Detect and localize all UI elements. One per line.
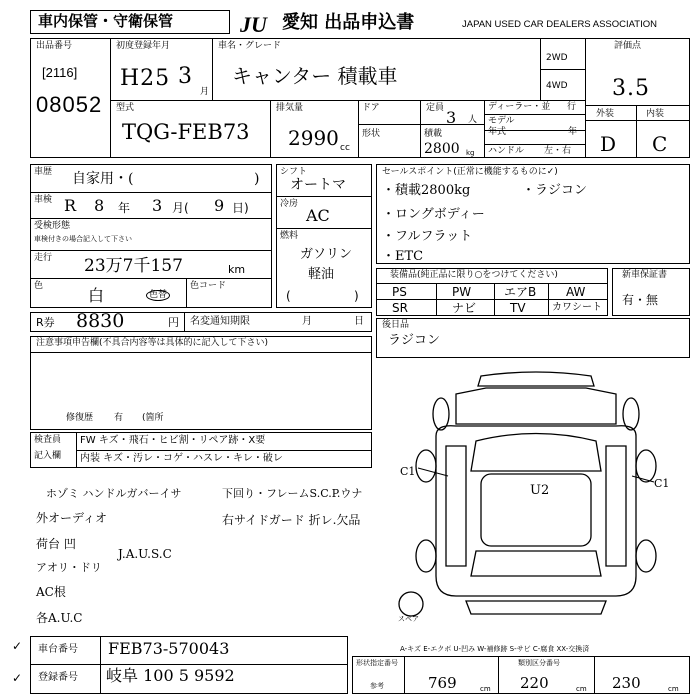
receipt-note: 車検付きの場合記入して下さい: [34, 235, 132, 243]
model-label: 型式: [116, 103, 135, 113]
checker-row-1: FW キズ・飛石・ヒビ割・リペア跡・X要: [80, 435, 266, 446]
reg-value: 岐阜 100 5 9592: [106, 666, 235, 685]
color-label: 色: [34, 281, 44, 291]
note-4: 荷台 凹: [36, 537, 76, 551]
note-5: J.A.U.S.C: [118, 547, 172, 561]
checker-label-2: 記入欄: [34, 451, 62, 461]
note-1: 下回り・フレームS.C.P.ウナ: [222, 487, 363, 500]
windshield: [471, 434, 601, 472]
width-value: 220: [520, 674, 549, 692]
ac-value: AC: [306, 206, 330, 225]
equip-navi: ナビ: [452, 301, 477, 315]
recycle-unit: 円: [168, 316, 179, 329]
note-0: ホゾミ ハンドルガバーイサ: [46, 487, 182, 500]
dealer-value: 行: [567, 102, 577, 112]
lot-number: 08052: [36, 92, 103, 117]
color-code-label: 色コード: [190, 281, 227, 291]
length-value: 769: [428, 674, 457, 692]
shift-label: シフト: [280, 167, 308, 177]
mileage-value: 23万7千157: [84, 256, 183, 276]
name-label: 車名・グレード: [218, 41, 282, 51]
tax-day: 日: [354, 316, 364, 327]
model-year-label: モデル: [488, 116, 515, 126]
sales-point-4: ・ETC: [382, 249, 424, 264]
diagram-c1-right: C1: [654, 477, 670, 490]
receipt-label: 受検形態: [34, 221, 71, 231]
inspection-month-unit: 月(: [172, 201, 189, 215]
length-unit: cm: [480, 685, 491, 693]
check-mark-2: ✓: [12, 671, 23, 685]
left-front-wheel: [416, 450, 436, 482]
drive-2wd: 2WD: [546, 53, 568, 63]
equip-sr: SR: [392, 301, 408, 315]
lot-small: [2116]: [42, 65, 78, 80]
equip-pw: PW: [452, 285, 472, 299]
load-value: 2800: [424, 141, 460, 157]
history-close: ): [254, 171, 260, 187]
shape-label: 形状: [362, 129, 381, 139]
left-rear-wheel: [416, 540, 436, 572]
fuel-value: ガソリン: [300, 247, 353, 262]
width-unit: cm: [576, 685, 587, 693]
association-title: 愛知 出品申込書: [282, 12, 415, 33]
note-8: 各A.U.C: [36, 611, 83, 625]
chassis-label: 車台番号: [38, 644, 78, 655]
fuel-close: ): [354, 289, 359, 303]
rear-bumper: [466, 601, 606, 614]
association-en: JAPAN USED CAR DEALERS ASSOCIATION: [462, 19, 657, 30]
load-unit: kg: [466, 149, 475, 157]
first-reg-month-unit: 月: [200, 87, 210, 97]
sales-point-3: ・フルフラット: [382, 229, 473, 244]
right-front-wheel: [636, 450, 656, 482]
ac-label: 冷房: [280, 199, 299, 209]
note-3: 右サイドガード 折レ.欠品: [222, 513, 361, 527]
recycle-label: R券: [36, 316, 55, 329]
first-reg-month: 3: [178, 64, 193, 89]
new-car-label: 新車保証書: [622, 270, 668, 280]
drive-4wd: 4WD: [546, 81, 568, 91]
tax-month: 月: [302, 316, 312, 327]
equipment-label: 装備品(純正品に限り○をつけてください): [390, 270, 558, 280]
car-diagram: [396, 366, 696, 636]
checker-label-1: 検査員: [34, 435, 62, 445]
first-reg-year: H25: [120, 66, 171, 91]
height-value: 230: [612, 674, 641, 692]
check-mark-1: ✓: [12, 639, 23, 653]
name-value: キャンター 積載車: [232, 64, 398, 88]
tax-label: 名変通知期限: [190, 316, 250, 327]
cc-unit: cc: [340, 143, 350, 153]
note-7: AC根: [36, 585, 66, 599]
inspection-year: 8: [94, 196, 105, 215]
right-mirror: [623, 398, 639, 430]
score-label: 評価点: [614, 41, 642, 51]
note-2: 外オーディオ: [36, 511, 108, 525]
right-rear-wheel: [636, 540, 656, 572]
storage-label: 車内保管・守衛保管: [38, 12, 174, 30]
diagram-legend: A-キズ E-エクボ U-凹み W-補修跡 S-サビ C-腐食 XX-交換済: [400, 645, 590, 653]
sales-point-1: ・ラジコン: [522, 183, 588, 198]
later-value: ラジコン: [388, 333, 441, 348]
size-note-1: 形状指定番号: [356, 659, 398, 667]
mileage-label: 走行: [34, 253, 53, 263]
cc-label: 排気量: [276, 103, 304, 113]
size-note-3: 参考: [370, 682, 384, 690]
left-mirror: [433, 398, 449, 430]
first-reg-label: 初度登録年月: [116, 41, 171, 51]
ext-value: D: [600, 132, 617, 156]
repair-value: 有: [114, 413, 124, 423]
equip-leather: カワシート: [552, 302, 602, 313]
color-change: 色替: [146, 290, 170, 301]
seats-label: 定員: [426, 103, 445, 113]
front-bumper-outline: [478, 372, 594, 386]
reg-label: 登録番号: [38, 672, 78, 683]
fuel-label: 燃料: [280, 231, 299, 241]
later-label: 後日品: [382, 320, 410, 330]
repair-place: (箇所: [142, 413, 164, 423]
ext-label: 外装: [596, 109, 615, 119]
repair-label: 修復歴: [66, 413, 94, 423]
inspection-month: 3: [152, 196, 163, 215]
int-value: C: [652, 132, 668, 156]
year-unit: 年: [568, 127, 578, 137]
left-door: [446, 446, 466, 566]
door-label: ドア: [362, 103, 380, 113]
cc-value: 2990: [288, 126, 339, 150]
shift-value: オートマ: [290, 177, 346, 193]
model-value: TQG-FEB73: [122, 120, 250, 144]
spare-label: スペア: [398, 615, 419, 623]
equip-airbag: エアB: [504, 285, 537, 299]
load-label: 積載: [424, 129, 443, 139]
mileage-unit: km: [228, 263, 246, 276]
height-unit: cm: [668, 685, 679, 693]
handle-label: ハンドル: [488, 146, 525, 156]
equip-tv: TV: [510, 301, 526, 315]
int-label: 内装: [646, 109, 665, 119]
recycle-value: 8830: [76, 310, 125, 332]
inspection-day-unit: 日): [232, 201, 249, 215]
note-6: アオリ・ドリ: [36, 561, 102, 574]
fuel-open: (: [286, 289, 291, 303]
diagram-u2: U2: [530, 483, 550, 498]
seats-unit: 人: [468, 115, 478, 125]
inspection-day: 9: [214, 196, 225, 215]
score-value: 3.5: [612, 76, 650, 101]
history-label: 車歴: [34, 167, 53, 177]
sales-label: セールスポイント(正常に機能するものに✓): [382, 167, 558, 177]
size-note-2: 類別区分番号: [518, 659, 560, 667]
spare-tire: [399, 592, 423, 616]
dealer-label: ディーラー・並: [488, 102, 551, 112]
chassis-value: FEB73-570043: [108, 639, 230, 658]
hood-outline: [456, 388, 616, 424]
checker-row-2: 内装 キズ・汚レ・コゲ・ハスレ・キレ・破レ: [80, 453, 283, 464]
diagram-c1-left: C1: [400, 465, 416, 478]
inspection-label: 車検: [34, 195, 53, 205]
history-value: 自家用・(: [72, 171, 134, 187]
ju-logo: JU: [240, 12, 267, 37]
equip-ps: PS: [392, 285, 407, 299]
new-car-options: 有・無: [622, 293, 659, 307]
sales-point-2: ・ロングボディー: [382, 207, 485, 222]
lot-label: 出品番号: [36, 41, 73, 51]
inspection-year-unit: 年: [118, 201, 131, 215]
rear-window: [471, 551, 601, 576]
notes-label: 注意事項申告欄(不具合内容等は具体的に記入して下さい): [36, 338, 269, 348]
seats-value: 3: [446, 108, 457, 127]
year-label: 年式: [488, 127, 507, 137]
right-door: [606, 446, 626, 566]
handle-options: 左・右: [544, 146, 572, 156]
inspection-era: R: [64, 196, 77, 215]
equip-aw: AW: [566, 285, 586, 299]
color-value: 白: [88, 286, 105, 305]
fuel-value2: 軽油: [308, 267, 335, 282]
sales-point-0: ・積載2800kg: [382, 183, 471, 198]
